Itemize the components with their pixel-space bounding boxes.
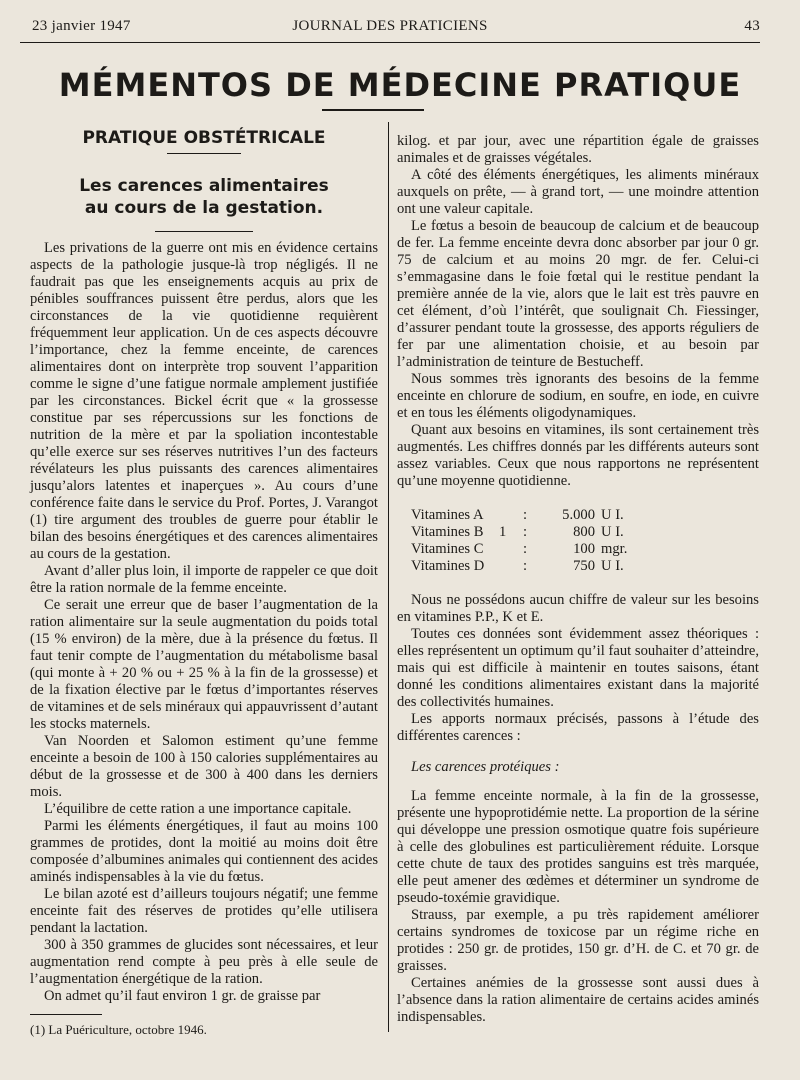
right-column: [397, 133, 759, 1026]
paragraph: Van Noorden et Salomon estiment qu’une femme enceinte a besoin de 100 à 150 calories supplémentaires au début de la grossesse et de 300 à 400 dans les derniers mois.: [30, 733, 378, 800]
paragraph: Quant aux besoins en vitamines, ils sont certainement très augmentés. Les chiffres donnés par les différents auteurs sont assez variables. Ceux que nous rapportons ne représentent qu’une moyenne quotidienne.: [397, 422, 759, 489]
vitamin-subscript: 1: [499, 524, 507, 540]
page-number: 43: [744, 18, 760, 34]
vitamin-unit: U I.: [601, 507, 624, 523]
paragraph: Parmi les éléments énergétiques, il faut au moins 100 grammes de protides, dont la moitié au moins doit être composée d’albumines animales qui contiennent des acides aminés indispensables à la vie du fœtus.: [30, 818, 378, 885]
column-divider: [388, 122, 389, 1032]
paragraph: Les apports normaux précisés, passons à l’étude des différentes carences :: [397, 711, 759, 744]
paragraph: Les privations de la guerre ont mis en évidence certains aspects de la pathologie jusque-là trop négligés. Il ne faudrait pas que les enseignements acquis au prix de pénibles souffrances puissent être perdus, alors que les circonstances de la vie quotidienne requièrent fréquemment leur application. Un de ces aspects découvre l’importance, chez la femme enceinte, de carences alimentaires dont on interprète trop souvent l’apparition comme le signe d’une fatigue normale amplement justifiée par les circonstances. Bickel écrit que « la grossesse constitue par ses répercussions sur les fonctions de nutrition de la mère et par la spoliation incontestable qu’elle exerce sur ses réserves nutritives l’un des facteurs révélateurs les plus puissants des carences alimentaires jusqu’alors latentes et inaperçues ». Au cours d’une conférence faite dans le service du Prof. Portes, J. Varangot (1) tire argument des troubles de guerre pour établir le bilan des besoins énergétiques et des carences alimentaires au cours de la gestation.: [30, 240, 378, 562]
footnote-rule: [30, 1014, 102, 1015]
vitamin-value: 5.000: [562, 507, 595, 523]
header-rule: [20, 42, 760, 43]
paragraph: Le fœtus a besoin de beaucoup de calcium et de beaucoup de fer. La femme enceinte devra donc absorber par jour 0 gr. 75 de calcium et au moins 20 mgr. de fer. Celui-ci s’emmagasine dans le foie fœtal qui le restitue pendant la première année de la vie, alors que le lait est très pauvre en cet élément, d’où l’intérêt, que soulignait Ch. Fiessinger, d’assurer pendant toute la grossesse, des apports réguliers de fer par une alimentation choisie, et au besoin par l’administration de teinture de Bestucheff.: [397, 218, 759, 370]
paragraph: La femme enceinte normale, à la fin de la grossesse, présente une hypoprotidémie nette. La proportion de la sérine qui développe une pression osmotique quatre fois supérieure à celle des globulines est particulièrement réduite. Lorsque cette chute de taux des protides sanguins est très marquée, elle peut amener des œdèmes et déterminer un syndrome de pseudo-toxémie gravidique.: [397, 788, 759, 906]
section-rule: [167, 153, 241, 154]
table-row: Vitamines C : 100 mgr.: [411, 541, 628, 557]
journal-name: JOURNAL DES PRATICIENS: [292, 18, 488, 34]
vitamin-unit: U I.: [601, 524, 624, 540]
vitamin-name: Vitamines A: [411, 507, 484, 523]
vitamin-table: [411, 507, 627, 575]
running-header: [20, 18, 760, 40]
vitamin-unit: U I.: [601, 558, 624, 574]
table-row: Vitamines B 1 : 800 U I.: [411, 524, 627, 541]
paragraph: 300 à 350 grammes de glucides sont nécessaires, et leur augmentation rend compte à peu près à elle seule de l’augmentation énergétique de la ration.: [30, 937, 378, 987]
table-row: Vitamines D : 750 U I.: [411, 558, 627, 575]
paragraph: Strauss, par exemple, a pu très rapidement améliorer certains syndromes de toxicose par un régime riche en protides : 250 gr. de protides, 150 gr. d’H. de C. et 70 gr. de graisses.: [397, 907, 759, 974]
vitamin-name: Vitamines B: [411, 524, 484, 540]
vitamin-subscript: [499, 558, 523, 575]
paragraph: A côté des éléments énergétiques, les aliments minéraux auxquels on prête, — à grand tort, — une moindre attention ont une valeur capitale.: [397, 167, 759, 217]
issue-date: 23 janvier 1947: [32, 18, 131, 34]
section-title: PRATIQUE OBSTÉTRICALE: [82, 128, 326, 148]
vitamin-value: 100: [573, 541, 595, 557]
paragraph: L’équilibre de cette ration a une importance capitale.: [44, 801, 352, 817]
article-title: [30, 175, 378, 219]
vitamin-name: Vitamines C: [411, 541, 484, 557]
footnote: (1) La Puériculture, octobre 1946.: [30, 1022, 207, 1037]
vitamin-subscript: [499, 541, 523, 558]
article-title-line2: au cours de la gestation.: [84, 198, 324, 218]
subsection-heading: Les carences protéiques :: [411, 759, 560, 775]
vitamin-value: 800: [573, 524, 595, 540]
article-rule: [155, 231, 253, 232]
left-column: [30, 128, 378, 1038]
paragraph: Toutes ces données sont évidemment assez théoriques : elles représentent un optimum qu’il faut souhaiter d’atteindre, mais qui est difficile à maintenir en toutes saisons, étant donné les conditions alimentaires existant dans la majorité des collectivités humaines.: [397, 626, 759, 710]
article-title-line1: Les carences alimentaires: [79, 176, 329, 196]
vitamin-unit: mgr.: [601, 541, 628, 557]
paragraph: Nous ne possédons aucun chiffre de valeur sur les besoins en vitamines P.P., K et E.: [397, 592, 759, 625]
paragraph: Le bilan azoté est d’ailleurs toujours négatif; une femme enceinte fait des réserves de protides qu’elle utilisera pendant la lactation.: [30, 886, 378, 936]
paragraph: Ce serait une erreur que de baser l’augmentation de la ration alimentaire sur la seule augmentation du poids total (15 % environ) de la mère, due à la présence du fœtus. Il faut tenir compte de l’augmentation du métabolisme basal (qui monte à + 20 % ou + 25 % à la fin de la grossesse) et de la fixation élective par le fœtus d’importantes réserves de vitamines et de sels minéraux qui appauvrissent d’autant les stocks maternels.: [30, 597, 378, 732]
paragraph: Avant d’aller plus loin, il importe de rappeler ce que doit être la ration normale de la femme enceinte.: [30, 563, 378, 596]
paragraph: kilog. et par jour, avec une répartition égale de graisses animales et de graisses végétales.: [397, 133, 759, 166]
paragraph: Nous sommes très ignorants des besoins de la femme enceinte en chlorure de sodium, en soufre, en iode, en cuivre et en tous les éléments oligodynamiques.: [397, 371, 759, 421]
table-row: Vitamines A : 5.000 U I.: [411, 507, 627, 524]
vitamin-name: Vitamines D: [411, 558, 485, 574]
title-rule: [322, 109, 424, 111]
paragraph: Certaines anémies de la grossesse sont aussi dues à l’absence dans la ration alimentaire de certains acides aminés indispensables.: [397, 975, 759, 1025]
vitamin-value: 750: [573, 558, 595, 574]
page-title: MÉMENTOS DE MÉDECINE PRATIQUE: [58, 66, 742, 104]
paragraph: On admet qu’il faut environ 1 gr. de graisse par: [44, 988, 321, 1004]
vitamin-subscript: [499, 507, 523, 524]
